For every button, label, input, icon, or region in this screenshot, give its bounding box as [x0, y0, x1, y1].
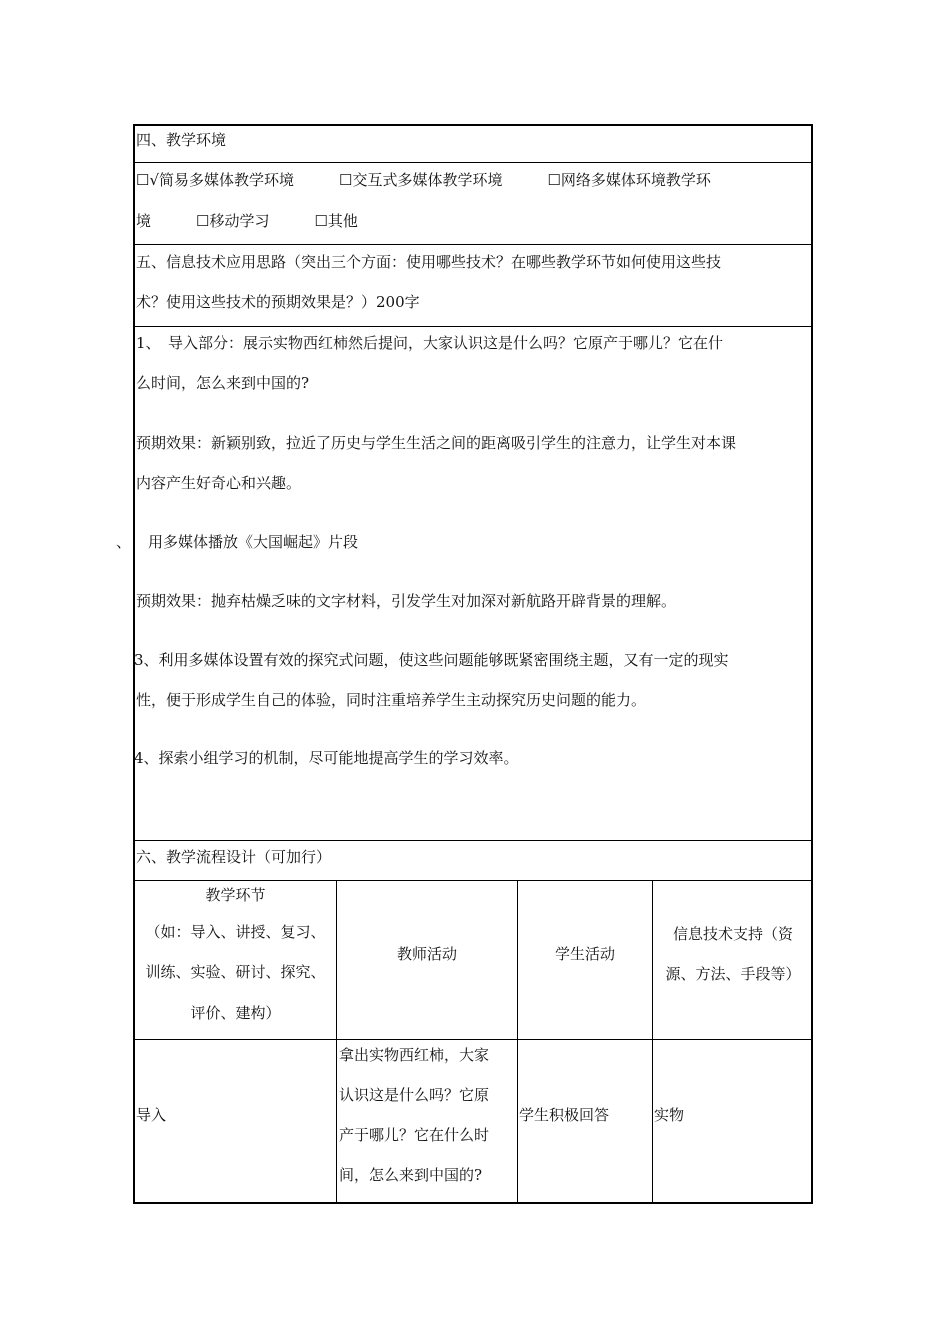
row-divider — [133, 244, 813, 245]
section5-title-line1: 五、信息技术应用思路（突出三个方面：使用哪些技术？在哪些教学环节如何使用这些技 — [136, 253, 722, 271]
row1-student-activity: 学生积极回答 — [519, 1106, 610, 1124]
header-stage-example-line3: 评价、建构） — [190, 1004, 281, 1022]
row-divider — [133, 162, 813, 163]
section5-title-line2: 术？使用这些技术的预期效果是？）200字 — [136, 293, 420, 311]
header-stage-example-line2: 训练、实验、研讨、探究、 — [145, 963, 326, 981]
section5-paragraph-2-line2: 内容产生好奇心和兴趣。 — [136, 474, 302, 492]
row-divider — [133, 840, 813, 841]
column-divider — [336, 880, 337, 1204]
row-divider — [133, 1039, 813, 1040]
section5-paragraph-4: 预期效果：抛弃枯燥乏味的文字材料，引发学生对加深对新航路开辟背景的理解。 — [136, 592, 677, 610]
section4-title: 四、教学环境 — [136, 131, 227, 149]
section5-paragraph-2-line1: 预期效果：新颖别致，拉近了历史与学生生活之间的距离吸引学生的注意力，让学生对本课 — [136, 434, 737, 452]
section5-paragraph-5-line1: 3、利用多媒体设置有效的探究式问题，使这些问题能够既紧密围绕主题，又有一定的现实 — [134, 651, 729, 669]
column-divider — [517, 880, 518, 1204]
section5-paragraph-1-line1: 1、 导入部分：展示实物西红柿然后提问，大家认识这是什么吗？它原产于哪儿？它在什 — [136, 334, 724, 352]
header-student-activity: 学生活动 — [554, 945, 615, 963]
row-divider — [133, 880, 813, 881]
header-tech-support-line2: 源、方法、手段等） — [665, 965, 801, 983]
row1-teacher-line3: 产于哪儿？它在什么时 — [339, 1126, 490, 1144]
section5-paragraph-6: 4、探索小组学习的机制，尽可能地提高学生的学习效率。 — [134, 749, 519, 767]
section6-title: 六、教学流程设计（可加行） — [136, 848, 332, 866]
section5-paragraph-5-line2: 性，便于形成学生自己的体验，同时注重培养学生主动探究历史问题的能力。 — [136, 691, 647, 709]
section5-paragraph-1-line2: 么时间，怎么来到中国的? — [136, 374, 310, 392]
row1-stage: 导入 — [136, 1106, 167, 1124]
row1-teacher-line1: 拿出实物西红柿，大家 — [339, 1046, 490, 1064]
row1-teacher-line2: 认识这是什么吗？它原 — [339, 1086, 490, 1104]
header-tech-support-line1: 信息技术支持（资 — [672, 925, 793, 943]
row1-tech-support: 实物 — [654, 1106, 685, 1124]
section5-paragraph-3-marker: 、 — [116, 533, 132, 551]
header-stage-example-line1: （如：导入、讲授、复习、 — [145, 923, 326, 941]
row1-teacher-line4: 间，怎么来到中国的? — [339, 1166, 483, 1184]
header-teacher-activity: 教师活动 — [396, 945, 457, 963]
environment-options-line2: 境 ☐移动学习 ☐其他 — [136, 212, 358, 230]
header-stage: 教学环节 — [205, 886, 266, 904]
section5-paragraph-3: 用多媒体播放《大国崛起》片段 — [148, 533, 359, 551]
environment-options-line1: ☐√简易多媒体教学环境 ☐交互式多媒体教学环境 ☐网络多媒体环境教学环 — [136, 171, 711, 189]
row-divider — [133, 326, 813, 327]
